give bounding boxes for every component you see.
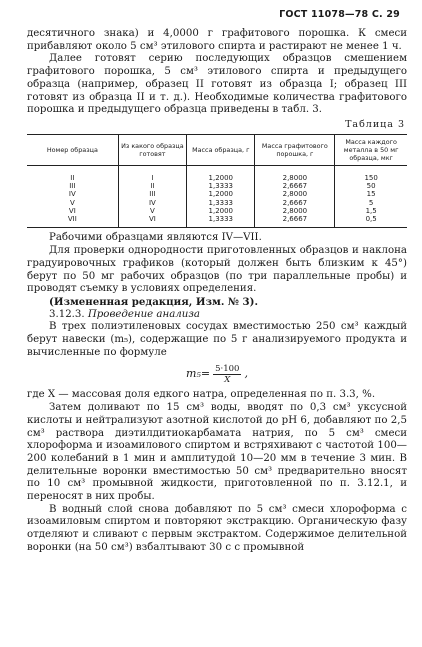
table-row — [27, 190, 407, 198]
table-cell: IV — [118, 199, 186, 207]
paragraph-3: Рабочими образцами являются IV—VII. — [49, 232, 262, 244]
table-cell: 2,8000 — [255, 165, 335, 182]
table-cell: 1,3333 — [187, 182, 255, 190]
table-cell: III — [118, 190, 186, 198]
table-cell: VII — [27, 215, 118, 228]
formula-tail: , — [244, 367, 248, 381]
table-cell: 2,6667 — [255, 182, 335, 190]
table-cell: 2,8000 — [255, 207, 335, 215]
paragraph-2: Далее готовят серию последующих образцов смешением графитового порошка, 5 см³ этилового спирта и предыдущего образца (например, образец II готовят из образца I; образец III готовят из образца II и т. д.). Необходимые количества графитового порошка и предыдущего образца приведены в табл. 3. — [27, 53, 407, 116]
table-header-cell: Масса образца, г — [187, 134, 255, 165]
table-cell: VI — [118, 215, 186, 228]
table-cell: 1,5 — [335, 207, 407, 215]
table-row — [27, 207, 407, 215]
table-cell: 2,6667 — [255, 215, 335, 228]
table-header-cell: Масса каждого металла в 50 мг образца, мкг — [335, 134, 407, 165]
table-cell: 2,6667 — [255, 199, 335, 207]
table-3 — [27, 134, 407, 229]
document-body — [27, 28, 407, 555]
paragraph-4: Для проверки однородности приготовленных образцов и наклона градуировочных графиков (который должен быть близким к 45°) берут по 50 мг рабочих образцов (по три параллельные пробы) и проводят съемку в условиях определения. — [27, 245, 407, 295]
table-row — [27, 182, 407, 190]
table-cell: 50 — [335, 182, 407, 190]
table-cell: V — [118, 207, 186, 215]
table-cell: III — [69, 181, 76, 190]
table-cell: 2,8000 — [255, 190, 335, 198]
formula-fraction — [213, 364, 241, 385]
table-cell: VI — [68, 206, 76, 215]
paragraph-7: Затем доливают по 15 см³ воды, вводят по 0,3 см³ уксусной кислоты и нейтрализуют азотной кислотой до pH 6, добавляют по 2,5 см³ раствора диэтилдитиокарбамата натрия, по 5 см³ смеси хлороформа и изоамилового спиртом и встряхивают с частотой 100—200 колебаний в 1 мин и амплитудой 10—20 мм в течение 3 мин. В делительные воронки вместимостью 50 см³ предварительно вносят по 10 см³ промывной жидкости, приготовленной по п. 3.12.1, и переносят в них пробы. — [27, 402, 407, 503]
table-row — [27, 215, 407, 228]
table-cell: 1,3333 — [187, 215, 255, 228]
table-cell: 150 — [335, 165, 407, 182]
table-row — [27, 199, 407, 207]
table-caption: Таблица 3 — [345, 118, 405, 130]
table-cell: IV — [68, 190, 76, 199]
table-row — [27, 165, 407, 182]
table-cell: 1,2000 — [187, 165, 255, 182]
section-title: Проведение анализа — [87, 308, 200, 320]
paragraph-6: где X — массовая доля едкого натра, определенная по п. 3.3, %. — [27, 389, 376, 401]
formula — [27, 360, 407, 388]
formula-lhs: m₅= — [186, 367, 211, 381]
table-cell: 1,3333 — [187, 199, 255, 207]
table-header-cell: Масса графитового порошка, г — [255, 134, 335, 165]
table-cell: 0,5 — [335, 215, 407, 228]
table-cell: 1,2000 — [187, 207, 255, 215]
table-header-row — [27, 134, 407, 165]
table-cell: 1,2000 — [187, 190, 255, 198]
paragraph-1: десятичного знака) и 4,0000 г графитового порошка. К смеси прибавляют около 5 см³ этилового спирта и растирают не менее 1 ч. — [27, 28, 407, 52]
section-heading — [27, 309, 407, 322]
table-header-cell: Из какого образца готовят — [118, 134, 186, 165]
formula-denominator: X — [224, 374, 231, 385]
table-header-cell: Номер образца — [27, 134, 118, 165]
table-cell: 5 — [335, 199, 407, 207]
paragraph-5: В трех полиэтиленовых сосудах вместимостью 250 см³ каждый берут навески (m₅), содержащие по 5 г анализируемого продукта и вычисленные по формуле — [27, 321, 407, 358]
table-cell: I — [118, 165, 186, 182]
table-cell: 15 — [335, 190, 407, 198]
table-cell: II — [118, 182, 186, 190]
page-header: ГОСТ 11078—78 С. 29 — [279, 9, 400, 20]
formula-numerator: 5·100 — [215, 363, 240, 374]
amendment-note: (Измененная редакция, Изм. № 3). — [49, 295, 259, 308]
paragraph-8: В водный слой снова добавляют по 5 см³ смеси хлороформа с изоамиловым спиртом и повторяют экстракцию. Органическую фазу отделяют и сливают с первым экстрактом. Содержимое делительной воронки (на 50 см³) взбалтывают 30 с с промывной — [27, 503, 407, 553]
section-number: 3.12.3. — [49, 308, 85, 320]
table-cell: V — [69, 198, 75, 207]
table-cell: II — [70, 173, 75, 182]
